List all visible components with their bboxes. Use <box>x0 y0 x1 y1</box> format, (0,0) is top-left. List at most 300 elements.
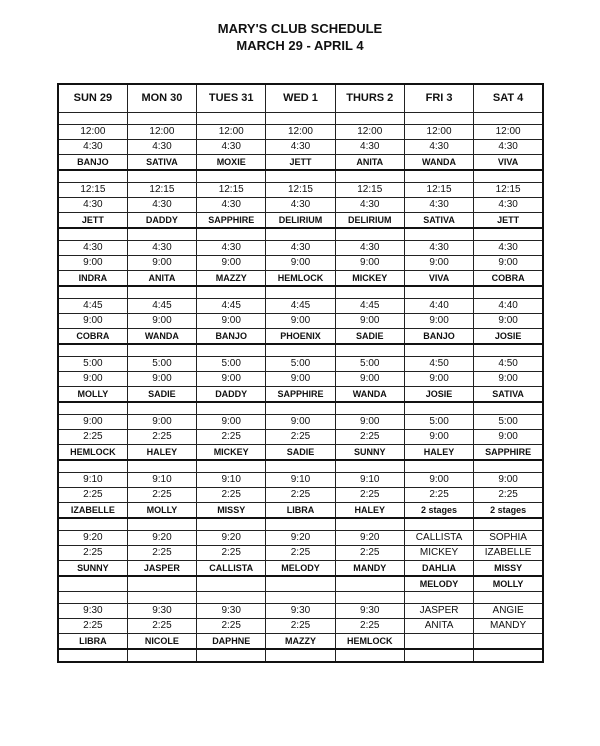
shift-cell: 4:30 <box>335 241 404 256</box>
shift-cell: NICOLE <box>127 634 196 650</box>
spacer-cell <box>197 402 266 415</box>
spacer-cell <box>266 402 335 415</box>
shift-cell: VIVA <box>474 155 543 171</box>
shift-cell: SADIE <box>127 387 196 403</box>
spacer-cell <box>127 460 196 473</box>
day-header: WED 1 <box>266 84 335 113</box>
spacer-row <box>58 460 543 473</box>
shift-cell: 9:20 <box>58 531 127 546</box>
shift-cell: DADDY <box>127 213 196 229</box>
spacer-cell <box>404 286 473 299</box>
shift-cell: 12:00 <box>335 125 404 140</box>
start-time-row <box>58 473 543 488</box>
dancer-name-row <box>58 503 543 519</box>
shift-cell: 9:00 <box>197 372 266 387</box>
shift-cell: 9:10 <box>58 473 127 488</box>
shift-cell: 2:25 <box>197 430 266 445</box>
shift-cell: DAHLIA <box>404 561 473 577</box>
shift-cell: 2:25 <box>58 619 127 634</box>
spacer-cell <box>58 518 127 531</box>
shift-cell: SAPPHIRE <box>474 445 543 461</box>
shift-cell: 12:15 <box>58 183 127 198</box>
shift-cell: 2:25 <box>197 488 266 503</box>
start-time-row <box>58 357 543 372</box>
shift-cell: 5:00 <box>58 357 127 372</box>
shift-cell: 12:15 <box>197 183 266 198</box>
shift-cell: 9:20 <box>197 531 266 546</box>
spacer-cell <box>474 113 543 125</box>
shift-cell: 9:00 <box>404 256 473 271</box>
shift-cell: IZABELLE <box>474 546 543 561</box>
shift-cell: SATIVA <box>404 213 473 229</box>
shift-cell: 9:20 <box>266 531 335 546</box>
spacer-cell <box>127 344 196 357</box>
shift-cell: 9:00 <box>335 314 404 329</box>
shift-cell: 9:00 <box>197 314 266 329</box>
spacer-cell <box>127 113 196 125</box>
shift-cell: 9:00 <box>335 256 404 271</box>
shift-cell: 12:00 <box>474 125 543 140</box>
shift-cell: 5:00 <box>474 415 543 430</box>
start-time-row <box>58 415 543 430</box>
spacer-cell <box>474 286 543 299</box>
start-time-row <box>58 125 543 140</box>
spacer-cell <box>474 592 543 604</box>
shift-cell: VIVA <box>404 271 473 287</box>
shift-cell: 9:00 <box>474 314 543 329</box>
shift-cell: 5:00 <box>335 357 404 372</box>
shift-cell: 5:00 <box>266 357 335 372</box>
spacer-cell <box>474 170 543 183</box>
shift-cell: MOLLY <box>127 503 196 519</box>
shift-cell: JASPER <box>127 561 196 577</box>
start-time-row <box>58 241 543 256</box>
day-header: MON 30 <box>127 84 196 113</box>
shift-cell: 9:00 <box>335 415 404 430</box>
shift-cell: 12:15 <box>266 183 335 198</box>
shift-cell: 4:30 <box>404 140 473 155</box>
shift-cell: HALEY <box>127 445 196 461</box>
shift-cell: MICKEY <box>404 546 473 561</box>
shift-cell: 9:00 <box>58 314 127 329</box>
end-time-row <box>58 546 543 561</box>
shift-cell: 9:00 <box>266 372 335 387</box>
shift-cell: SATIVA <box>474 387 543 403</box>
shift-cell: JETT <box>58 213 127 229</box>
spacer-row <box>58 286 543 299</box>
shift-cell: 2:25 <box>335 488 404 503</box>
shift-cell: 9:00 <box>58 415 127 430</box>
shift-cell: MISSY <box>474 561 543 577</box>
spacer-cell <box>197 649 266 662</box>
shift-cell: ANITA <box>404 619 473 634</box>
spacer-cell <box>404 344 473 357</box>
shift-cell: MAZZY <box>197 271 266 287</box>
shift-cell: 9:00 <box>474 473 543 488</box>
spacer-row <box>58 402 543 415</box>
shift-cell: BANJO <box>404 329 473 345</box>
spacer-row <box>58 592 543 604</box>
spacer-cell <box>58 460 127 473</box>
shift-cell: 4:30 <box>404 198 473 213</box>
spacer-cell <box>58 592 127 604</box>
spacer-cell <box>404 170 473 183</box>
shift-cell: 4:30 <box>58 140 127 155</box>
spacer-cell <box>335 113 404 125</box>
shift-cell: 4:30 <box>58 241 127 256</box>
shift-cell: 4:45 <box>58 299 127 314</box>
shift-cell: 9:00 <box>474 430 543 445</box>
schedule-table <box>57 83 544 663</box>
shift-cell: 9:00 <box>127 314 196 329</box>
spacer-row <box>58 649 543 662</box>
spacer-cell <box>404 518 473 531</box>
spacer-cell <box>335 460 404 473</box>
spacer-cell <box>474 460 543 473</box>
shift-cell: 2:25 <box>404 488 473 503</box>
shift-cell: 9:30 <box>197 604 266 619</box>
spacer-cell <box>404 460 473 473</box>
shift-cell: HEMLOCK <box>335 634 404 650</box>
spacer-cell <box>474 518 543 531</box>
shift-cell: 4:50 <box>474 357 543 372</box>
shift-cell <box>335 576 404 592</box>
shift-cell: 5:00 <box>127 357 196 372</box>
shift-cell: 9:00 <box>127 256 196 271</box>
shift-cell: 9:00 <box>404 430 473 445</box>
dancer-name-row <box>58 561 543 577</box>
spacer-cell <box>197 460 266 473</box>
shift-cell: BANJO <box>58 155 127 171</box>
start-time-row <box>58 531 543 546</box>
shift-cell: SUNNY <box>335 445 404 461</box>
spacer-cell <box>197 228 266 241</box>
shift-cell: 4:45 <box>266 299 335 314</box>
end-time-row <box>58 488 543 503</box>
shift-cell: SAPPHIRE <box>197 213 266 229</box>
shift-cell: 9:30 <box>58 604 127 619</box>
shift-cell: HALEY <box>404 445 473 461</box>
shift-cell: 2:25 <box>266 488 335 503</box>
shift-cell: WANDA <box>335 387 404 403</box>
shift-cell: 2:25 <box>335 546 404 561</box>
shift-cell: SAPPHIRE <box>266 387 335 403</box>
shift-cell: 12:00 <box>127 125 196 140</box>
shift-cell: MELODY <box>266 561 335 577</box>
shift-cell: 4:30 <box>127 241 196 256</box>
spacer-cell <box>127 228 196 241</box>
spacer-cell <box>127 402 196 415</box>
shift-cell: 12:00 <box>58 125 127 140</box>
shift-cell: SADIE <box>266 445 335 461</box>
shift-cell: 2:25 <box>266 430 335 445</box>
shift-cell: WANDA <box>127 329 196 345</box>
shift-cell: 9:00 <box>58 256 127 271</box>
shift-cell: DAPHNE <box>197 634 266 650</box>
shift-cell: 2 stages <box>404 503 473 519</box>
spacer-cell <box>266 228 335 241</box>
spacer-cell <box>266 460 335 473</box>
spacer-row <box>58 170 543 183</box>
shift-cell: 2:25 <box>127 488 196 503</box>
shift-cell: 9:20 <box>335 531 404 546</box>
day-header: THURS 2 <box>335 84 404 113</box>
dancer-name-row <box>58 329 543 345</box>
spacer-cell <box>127 170 196 183</box>
spacer-cell <box>197 344 266 357</box>
shift-cell: 4:30 <box>266 198 335 213</box>
shift-cell: 2:25 <box>335 619 404 634</box>
shift-cell: 9:10 <box>197 473 266 488</box>
spacer-cell <box>58 286 127 299</box>
shift-cell: HEMLOCK <box>266 271 335 287</box>
shift-cell: MOLLY <box>58 387 127 403</box>
spacer-cell <box>335 518 404 531</box>
shift-cell: 2:25 <box>127 430 196 445</box>
spacer-cell <box>266 113 335 125</box>
shift-cell: 2:25 <box>58 546 127 561</box>
shift-cell: COBRA <box>58 329 127 345</box>
shift-cell: 12:00 <box>197 125 266 140</box>
shift-cell: 2:25 <box>197 619 266 634</box>
shift-cell: 9:00 <box>474 372 543 387</box>
shift-cell: 4:30 <box>197 140 266 155</box>
extra-name-row <box>58 576 543 592</box>
shift-cell: JETT <box>474 213 543 229</box>
spacer-cell <box>335 402 404 415</box>
shift-cell: DELIRIUM <box>335 213 404 229</box>
shift-cell: MELODY <box>404 576 473 592</box>
spacer-cell <box>58 344 127 357</box>
spacer-cell <box>474 402 543 415</box>
shift-cell: 9:00 <box>266 314 335 329</box>
shift-cell <box>58 576 127 592</box>
shift-cell: MOLLY <box>474 576 543 592</box>
shift-cell: 9:30 <box>127 604 196 619</box>
spacer-cell <box>197 113 266 125</box>
shift-cell: 9:10 <box>335 473 404 488</box>
shift-cell: IZABELLE <box>58 503 127 519</box>
shift-cell: MISSY <box>197 503 266 519</box>
spacer-row <box>58 228 543 241</box>
spacer-cell <box>474 649 543 662</box>
spacer-cell <box>58 170 127 183</box>
shift-cell: 4:30 <box>266 140 335 155</box>
shift-cell: 4:30 <box>266 241 335 256</box>
shift-cell: HALEY <box>335 503 404 519</box>
shift-cell: 9:00 <box>197 256 266 271</box>
shift-cell: 9:00 <box>58 372 127 387</box>
shift-cell: BANJO <box>197 329 266 345</box>
shift-cell: CALLISTA <box>197 561 266 577</box>
spacer-cell <box>335 170 404 183</box>
shift-cell: 2:25 <box>335 430 404 445</box>
page-subtitle: MARCH 29 - APRIL 4 <box>236 38 364 53</box>
spacer-cell <box>197 286 266 299</box>
shift-cell: SUNNY <box>58 561 127 577</box>
shift-cell: SATIVA <box>127 155 196 171</box>
shift-cell: 9:00 <box>266 256 335 271</box>
spacer-cell <box>404 113 473 125</box>
start-time-row <box>58 183 543 198</box>
dancer-name-row <box>58 445 543 461</box>
shift-cell: JOSIE <box>474 329 543 345</box>
shift-cell: 4:30 <box>58 198 127 213</box>
dancer-name-row <box>58 634 543 650</box>
spacer-cell <box>127 286 196 299</box>
shift-cell: 9:00 <box>266 415 335 430</box>
spacer-cell <box>197 592 266 604</box>
spacer-cell <box>474 228 543 241</box>
shift-cell: 9:10 <box>266 473 335 488</box>
end-time-row <box>58 140 543 155</box>
shift-cell: PHOENIX <box>266 329 335 345</box>
start-time-row <box>58 299 543 314</box>
spacer-cell <box>127 518 196 531</box>
spacer-cell <box>335 649 404 662</box>
shift-cell: 9:20 <box>127 531 196 546</box>
shift-cell: HEMLOCK <box>58 445 127 461</box>
shift-cell <box>404 634 473 650</box>
shift-cell: MANDY <box>474 619 543 634</box>
spacer-cell <box>404 402 473 415</box>
shift-cell: 9:00 <box>404 473 473 488</box>
shift-cell: JOSIE <box>404 387 473 403</box>
shift-cell: INDRA <box>58 271 127 287</box>
spacer-cell <box>127 592 196 604</box>
shift-cell: 2:25 <box>474 488 543 503</box>
shift-cell: 2:25 <box>266 619 335 634</box>
shift-cell: 2 stages <box>474 503 543 519</box>
spacer-cell <box>58 228 127 241</box>
shift-cell: 9:00 <box>404 314 473 329</box>
dancer-name-row <box>58 387 543 403</box>
shift-cell: 4:50 <box>404 357 473 372</box>
day-header: FRI 3 <box>404 84 473 113</box>
shift-cell: 2:25 <box>266 546 335 561</box>
shift-cell: 2:25 <box>58 488 127 503</box>
shift-cell: 5:00 <box>197 357 266 372</box>
shift-cell: 4:30 <box>127 140 196 155</box>
spacer-cell <box>335 228 404 241</box>
shift-cell: 4:30 <box>197 198 266 213</box>
spacer-cell <box>197 170 266 183</box>
day-header: TUES 31 <box>197 84 266 113</box>
shift-cell: 4:30 <box>474 198 543 213</box>
shift-cell: 4:45 <box>335 299 404 314</box>
spacer-cell <box>266 344 335 357</box>
shift-cell: 12:15 <box>335 183 404 198</box>
spacer-row <box>58 344 543 357</box>
spacer-cell <box>58 649 127 662</box>
shift-cell: WANDA <box>404 155 473 171</box>
shift-cell: 9:00 <box>335 372 404 387</box>
shift-cell: MICKEY <box>335 271 404 287</box>
shift-cell: 4:30 <box>127 198 196 213</box>
spacer-cell <box>474 344 543 357</box>
shift-cell: SADIE <box>335 329 404 345</box>
day-header: SAT 4 <box>474 84 543 113</box>
spacer-cell <box>197 518 266 531</box>
spacer-cell <box>404 592 473 604</box>
spacer-cell <box>127 649 196 662</box>
shift-cell: 2:25 <box>197 546 266 561</box>
day-header: SUN 29 <box>58 84 127 113</box>
shift-cell: COBRA <box>474 271 543 287</box>
shift-cell: 12:15 <box>474 183 543 198</box>
shift-cell: MOXIE <box>197 155 266 171</box>
shift-cell: 4:30 <box>335 140 404 155</box>
shift-cell: 9:30 <box>335 604 404 619</box>
shift-cell <box>127 576 196 592</box>
shift-cell: 9:10 <box>127 473 196 488</box>
shift-cell: JASPER <box>404 604 473 619</box>
shift-cell: CALLISTA <box>404 531 473 546</box>
end-time-row <box>58 430 543 445</box>
shift-cell: DADDY <box>197 387 266 403</box>
shift-cell: DELIRIUM <box>266 213 335 229</box>
shift-cell: SOPHIA <box>474 531 543 546</box>
spacer-cell <box>266 592 335 604</box>
spacer-cell <box>58 113 127 125</box>
day-header-row <box>58 84 543 113</box>
shift-cell: 4:30 <box>335 198 404 213</box>
end-time-row <box>58 372 543 387</box>
shift-cell: 9:00 <box>197 415 266 430</box>
shift-cell: MICKEY <box>197 445 266 461</box>
spacer-cell <box>266 286 335 299</box>
spacer-row <box>58 518 543 531</box>
shift-cell: 4:40 <box>474 299 543 314</box>
spacer-cell <box>404 228 473 241</box>
shift-cell <box>474 634 543 650</box>
page-title: MARY'S CLUB SCHEDULE <box>217 21 383 36</box>
end-time-row <box>58 256 543 271</box>
shift-cell: LIBRA <box>266 503 335 519</box>
shift-cell: 4:30 <box>404 241 473 256</box>
end-time-row <box>58 198 543 213</box>
shift-cell: 4:30 <box>197 241 266 256</box>
shift-cell: 12:00 <box>266 125 335 140</box>
spacer-cell <box>58 402 127 415</box>
shift-cell: ANITA <box>335 155 404 171</box>
spacer-row <box>58 113 543 125</box>
end-time-row <box>58 619 543 634</box>
shift-cell: 2:25 <box>127 546 196 561</box>
shift-cell: 9:00 <box>127 372 196 387</box>
shift-cell: 12:15 <box>127 183 196 198</box>
shift-cell: 4:30 <box>474 241 543 256</box>
shift-cell: 4:30 <box>474 140 543 155</box>
shift-cell <box>266 576 335 592</box>
spacer-cell <box>266 518 335 531</box>
shift-cell <box>197 576 266 592</box>
shift-cell: MANDY <box>335 561 404 577</box>
shift-cell: 4:45 <box>127 299 196 314</box>
shift-cell: 9:30 <box>266 604 335 619</box>
shift-cell: LIBRA <box>58 634 127 650</box>
shift-cell: ANGIE <box>474 604 543 619</box>
shift-cell: 9:00 <box>404 372 473 387</box>
spacer-cell <box>335 592 404 604</box>
shift-cell: 12:15 <box>404 183 473 198</box>
shift-cell: 4:40 <box>404 299 473 314</box>
shift-cell: 12:00 <box>404 125 473 140</box>
shift-cell: 2:25 <box>58 430 127 445</box>
shift-cell: 9:00 <box>127 415 196 430</box>
spacer-cell <box>335 344 404 357</box>
start-time-row <box>58 604 543 619</box>
